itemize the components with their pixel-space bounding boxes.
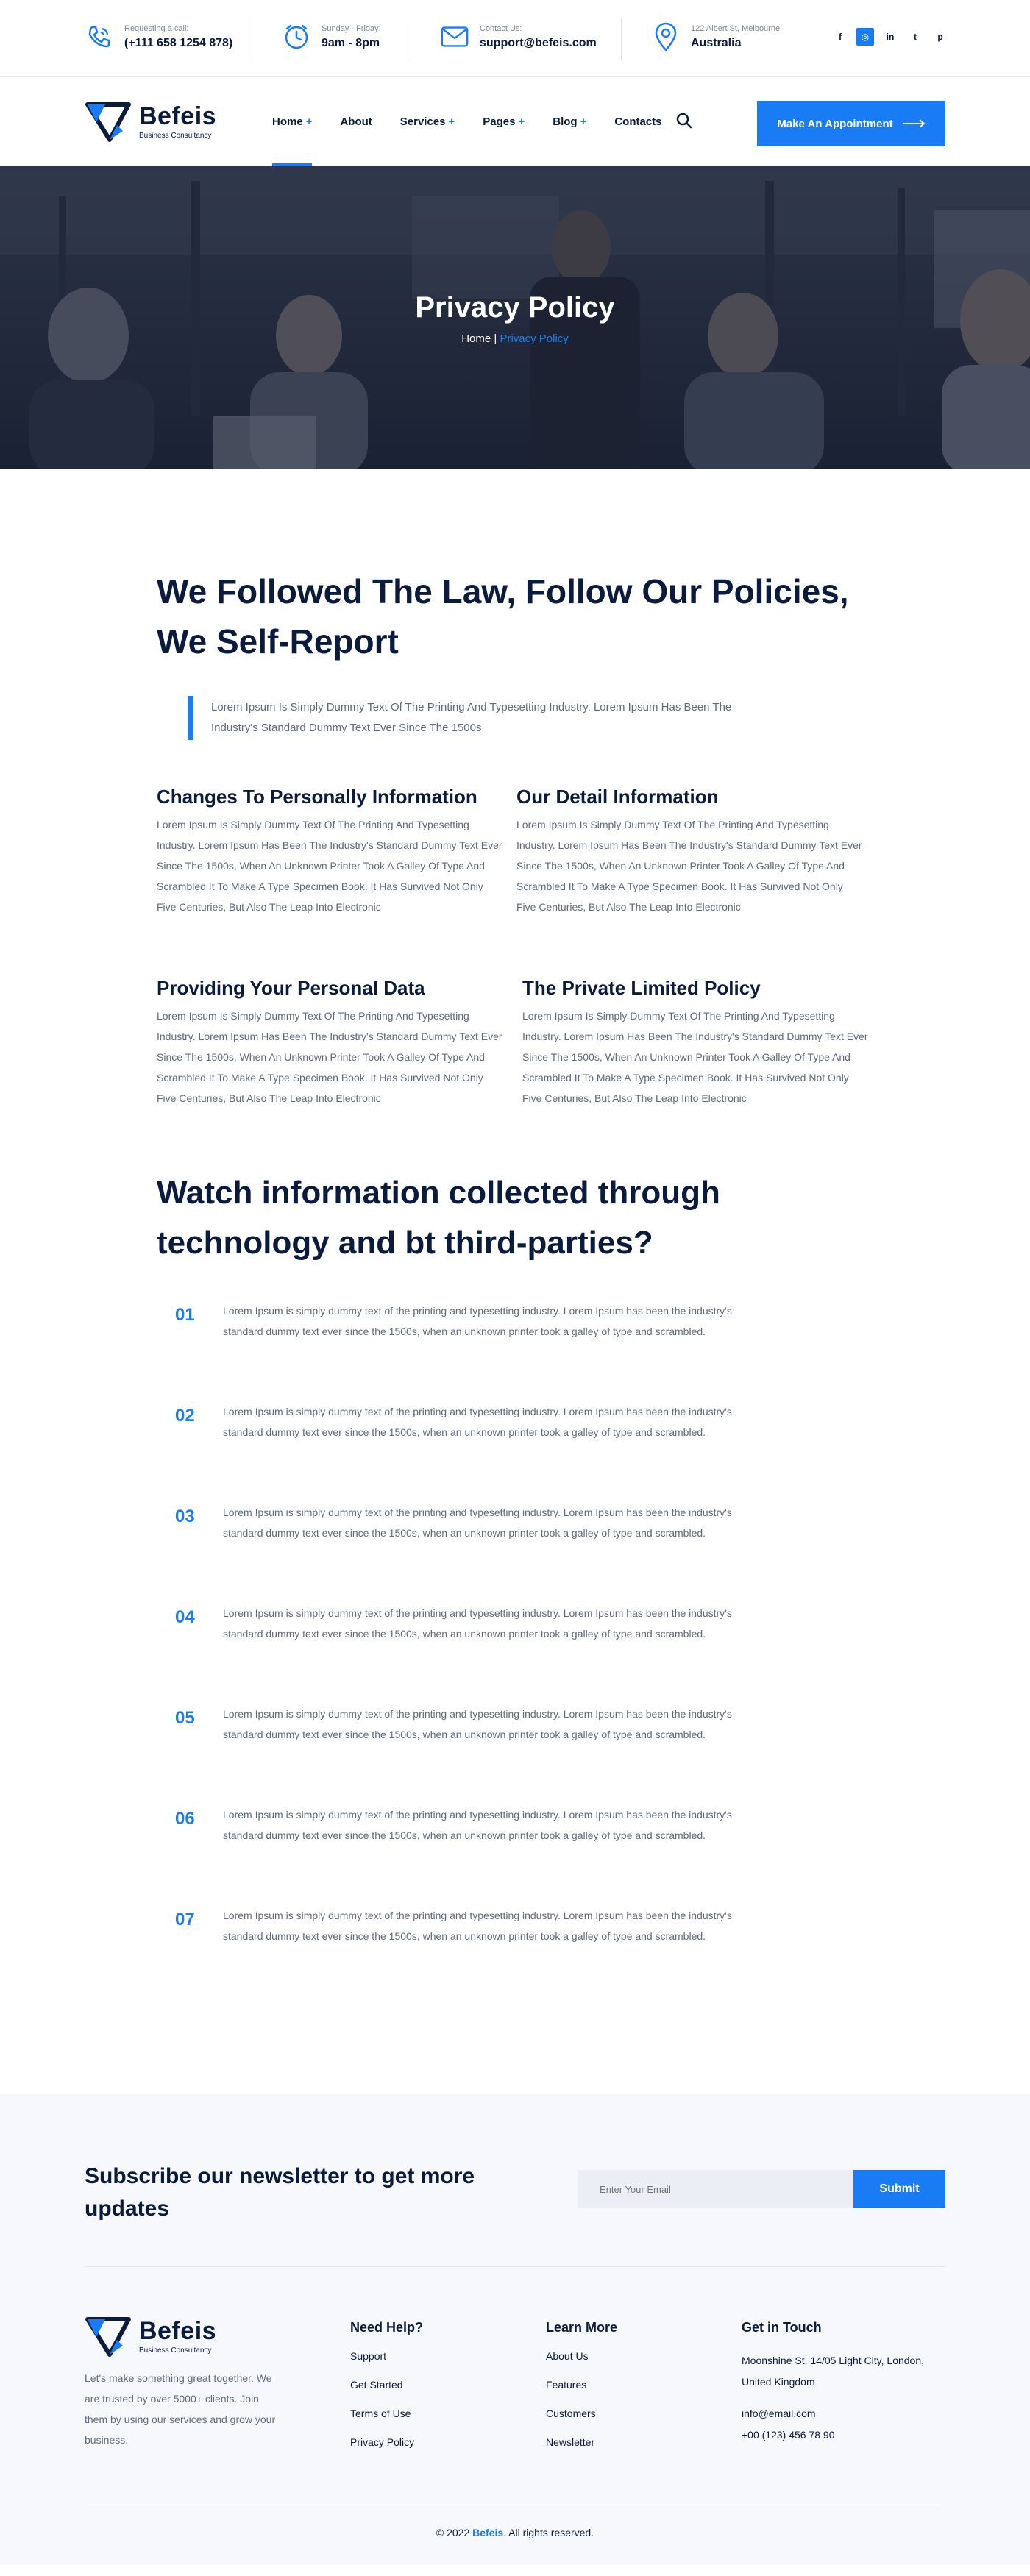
watch-heading: Watch information collected through technology and bt third-parties? xyxy=(157,1175,720,1261)
call-number[interactable]: (+111 658 1254 878) xyxy=(124,36,233,49)
list-item xyxy=(157,1804,1030,1905)
plus-icon: + xyxy=(518,115,525,128)
appointment-button[interactable] xyxy=(757,101,945,146)
nav-label: Contacts xyxy=(614,115,662,128)
copyright-brand[interactable]: Befeis xyxy=(472,2527,504,2538)
logo[interactable] xyxy=(85,99,216,143)
divider xyxy=(85,2266,945,2267)
phone-icon xyxy=(85,22,114,51)
footer-col-title: Get in Touch xyxy=(742,2320,822,2335)
section-body: Lorem Ipsum Is Simply Dummy Text Of The Printing And Typesetting Industry. Lorem Ipsum Has Been The Industry's Standard Dummy Text Ever Since The 1500s, When An Unknown Printer Took A Galley Of Type And Scrambled It To Make A Type Specimen Book. It Has Survived Not Only Five Centuries, But Also The Leap Into Electronic xyxy=(157,819,502,913)
nav-item-services[interactable] xyxy=(400,77,455,166)
location-value: Australia xyxy=(691,36,742,49)
brand-name: Befeis xyxy=(139,2316,217,2345)
step-text: Lorem Ipsum is simply dummy text of the printing and typesetting industry. Lorem Ipsum has been the industry's standard dummy text ever since the 1500s, when an unknown printer took a galley of type and scrambled. xyxy=(223,1305,732,1337)
section-body: Lorem Ipsum Is Simply Dummy Text Of The Printing And Typesetting Industry. Lorem Ipsum Has Been The Industry's Standard Dummy Text Ever Since The 1500s, When An Unknown Printer Took A Galley Of Type And Scrambled It To Make A Type Specimen Book. It Has Survived Not Only Five Centuries, But Also The Leap Into Electronic xyxy=(516,819,862,913)
section-title: Providing Your Personal Data xyxy=(157,977,425,999)
nav-label: About xyxy=(340,115,372,128)
newsletter-email-input[interactable] xyxy=(578,2170,853,2208)
list-item xyxy=(157,1301,1030,1401)
hours-label: Sunday - Friday: xyxy=(322,24,381,33)
email-value[interactable]: support@befeis.com xyxy=(480,36,597,49)
list-item xyxy=(157,1502,1030,1603)
section-body: Lorem Ipsum Is Simply Dummy Text Of The Printing And Typesetting Industry. Lorem Ipsum Has Been The Industry's Standard Dummy Text Ever Since The 1500s, When An Unknown Printer Took A Galley Of Type And Scrambled It To Make A Type Specimen Book. It Has Survived Not Only Five Centuries, But Also The Leap Into Electronic xyxy=(522,1010,868,1104)
brand-name: Befeis xyxy=(139,102,217,130)
location-label: 122 Albert St, Melbourne xyxy=(691,24,781,33)
step-text: Lorem Ipsum is simply dummy text of the printing and typesetting industry. Lorem Ipsum has been the industry's standard dummy text ever since the 1500s, when an unknown printer took a galley of type and scrambled. xyxy=(223,1910,732,1942)
footer-contact xyxy=(742,2320,955,2446)
nav-item-about[interactable] xyxy=(340,77,372,166)
breadcrumb-current: Privacy Policy xyxy=(500,332,569,345)
step-number: 03 xyxy=(175,1506,195,1526)
breadcrumb xyxy=(0,332,1030,345)
step-text: Lorem Ipsum is simply dummy text of the printing and typesetting industry. Lorem Ipsum has been the industry's standard dummy text ever since the 1500s, when an unknown printer took a galley of type and scrambled. xyxy=(223,1809,732,1841)
dribbble-icon[interactable]: ◎ xyxy=(856,28,874,46)
nav-label: Pages xyxy=(483,115,516,128)
step-number: 01 xyxy=(175,1305,195,1325)
step-text: Lorem Ipsum is simply dummy text of the printing and typesetting industry. Lorem Ipsum has been the industry's standard dummy text ever since the 1500s, when an unknown printer took a galley of type and scrambled. xyxy=(223,1506,732,1539)
brand-tagline: Business Consultancy xyxy=(139,2346,212,2355)
policy-sections xyxy=(157,786,1030,1168)
footer-logo[interactable] xyxy=(85,2313,216,2358)
step-number: 05 xyxy=(175,1708,195,1728)
step-number: 02 xyxy=(175,1406,195,1426)
linkedin-icon[interactable]: in xyxy=(886,32,895,42)
brand-tagline: Business Consultancy xyxy=(139,131,212,140)
copyright-suffix: . All rights reserved. xyxy=(503,2527,594,2538)
nav-label: Services xyxy=(399,115,446,128)
footer-help xyxy=(350,2320,423,2465)
email-label: Contact Us: xyxy=(480,24,522,33)
steps-list xyxy=(157,1301,1030,2006)
nav-item-contacts[interactable] xyxy=(614,77,661,166)
email-info[interactable] xyxy=(440,22,597,51)
arrow-right-icon xyxy=(903,119,926,128)
footer-email[interactable]: info@email.com xyxy=(742,2408,816,2419)
section-body: Lorem Ipsum Is Simply Dummy Text Of The Printing And Typesetting Industry. Lorem Ipsum Has Been The Industry's Standard Dummy Text Ever Since The 1500s, When An Unknown Printer Took A Galley Of Type And Scrambled It To Make A Type Specimen Book. It Has Survived Not Only Five Centuries, But Also The Leap Into Electronic xyxy=(157,1010,502,1104)
footer-link-get-started[interactable]: Get Started xyxy=(350,2379,403,2391)
step-text: Lorem Ipsum is simply dummy text of the printing and typesetting industry. Lorem Ipsum has been the industry's standard dummy text ever since the 1500s, when an unknown printer took a galley of type and scrambled. xyxy=(223,1607,732,1640)
step-number: 06 xyxy=(175,1809,195,1829)
section-title: Our Detail Information xyxy=(516,786,719,808)
plus-icon: + xyxy=(305,115,313,128)
nav-item-home[interactable] xyxy=(272,77,312,166)
pinterest-icon[interactable]: p xyxy=(937,32,943,42)
hero-banner xyxy=(0,166,1030,469)
search-icon[interactable] xyxy=(675,112,693,133)
footer-col-title: Need Help? xyxy=(350,2320,424,2335)
call-info[interactable] xyxy=(85,22,232,51)
step-number: 07 xyxy=(175,1910,195,1929)
top-bar xyxy=(0,0,1030,77)
logo-mark-icon xyxy=(85,2313,132,2358)
section-title: The Private Limited Policy xyxy=(522,977,761,999)
footer-link-privacy[interactable]: Privacy Policy xyxy=(350,2436,415,2448)
footer xyxy=(0,2094,1030,2565)
map-pin-icon xyxy=(651,22,681,51)
footer-col-title: Learn More xyxy=(546,2320,618,2335)
hours-value: 9am - 8pm xyxy=(322,36,380,49)
step-text: Lorem Ipsum is simply dummy text of the printing and typesetting industry. Lorem Ipsum has been the industry's standard dummy text ever since the 1500s, when an unknown printer took a galley of type and scrambled. xyxy=(223,1406,732,1438)
intro-heading: We Followed The Law, Follow Our Policies, We Self-Report xyxy=(157,572,849,661)
copyright xyxy=(0,2527,1030,2538)
section-title: Changes To Personally Information xyxy=(157,786,477,808)
nav-label: Blog xyxy=(553,115,578,128)
clock-icon xyxy=(282,22,311,51)
policy-content xyxy=(0,469,1030,2006)
footer-address: Moonshine St. 14/05 Light City, London, United Kingdom xyxy=(742,2355,925,2388)
plus-icon: + xyxy=(580,115,587,128)
newsletter-submit-button[interactable]: Submit xyxy=(853,2170,945,2208)
main-nav xyxy=(0,77,1030,166)
footer-learn xyxy=(546,2320,617,2465)
footer-link-features[interactable]: Features xyxy=(546,2379,587,2391)
location-info xyxy=(651,22,780,51)
menu xyxy=(272,77,690,166)
divider xyxy=(621,18,622,60)
twitter-icon[interactable]: t xyxy=(914,32,917,42)
list-item xyxy=(157,1401,1030,1502)
facebook-icon[interactable]: f xyxy=(839,32,842,42)
social-links xyxy=(831,28,949,46)
intro-quote: Lorem Ipsum Is Simply Dummy Text Of The Printing And Typesetting Industry. Lorem Ipsum Has Been The Industry's Standard Dummy Text Ever Since The 1500s xyxy=(188,696,776,740)
page-title: Privacy Policy xyxy=(415,291,615,324)
step-number: 04 xyxy=(175,1607,195,1627)
call-label: Requesting a call: xyxy=(124,24,189,33)
footer-link-support[interactable]: Support xyxy=(350,2350,387,2362)
policy-section xyxy=(157,977,502,1109)
newsletter-title: Subscribe our newsletter to get more updates xyxy=(85,2164,475,2221)
appointment-label: Make An Appointment xyxy=(777,117,893,130)
footer-phone[interactable]: +00 (123) 456 78 90 xyxy=(742,2429,835,2441)
policy-section xyxy=(157,786,502,917)
plus-icon: + xyxy=(448,115,455,128)
breadcrumb-home[interactable]: Home xyxy=(461,332,491,345)
policy-section xyxy=(516,786,862,917)
step-text: Lorem Ipsum is simply dummy text of the printing and typesetting industry. Lorem Ipsum has been the industry's standard dummy text ever since the 1500s, when an unknown printer took a galley of type and scrambled. xyxy=(223,1708,732,1740)
nav-item-pages[interactable] xyxy=(483,77,525,166)
breadcrumb-separator: | xyxy=(491,332,500,345)
nav-label: Home xyxy=(272,115,303,128)
footer-link-about[interactable]: About Us xyxy=(546,2350,589,2362)
list-item xyxy=(157,1603,1030,1704)
footer-link-terms[interactable]: Terms of Use xyxy=(350,2408,411,2419)
logo-mark-icon xyxy=(85,99,132,143)
hours-info xyxy=(282,22,381,51)
mail-icon xyxy=(440,22,469,51)
list-item xyxy=(157,1905,1030,2006)
footer-link-newsletter[interactable]: Newsletter xyxy=(546,2436,595,2448)
nav-item-blog[interactable] xyxy=(553,77,586,166)
footer-about: Let's make something great together. We are trusted by over 5000+ clients. Join them by using our services and grow your business. xyxy=(85,2372,276,2446)
list-item xyxy=(157,1704,1030,1804)
footer-link-customers[interactable]: Customers xyxy=(546,2408,596,2419)
policy-section xyxy=(522,977,868,1109)
copyright-prefix: © 2022 xyxy=(436,2527,473,2538)
